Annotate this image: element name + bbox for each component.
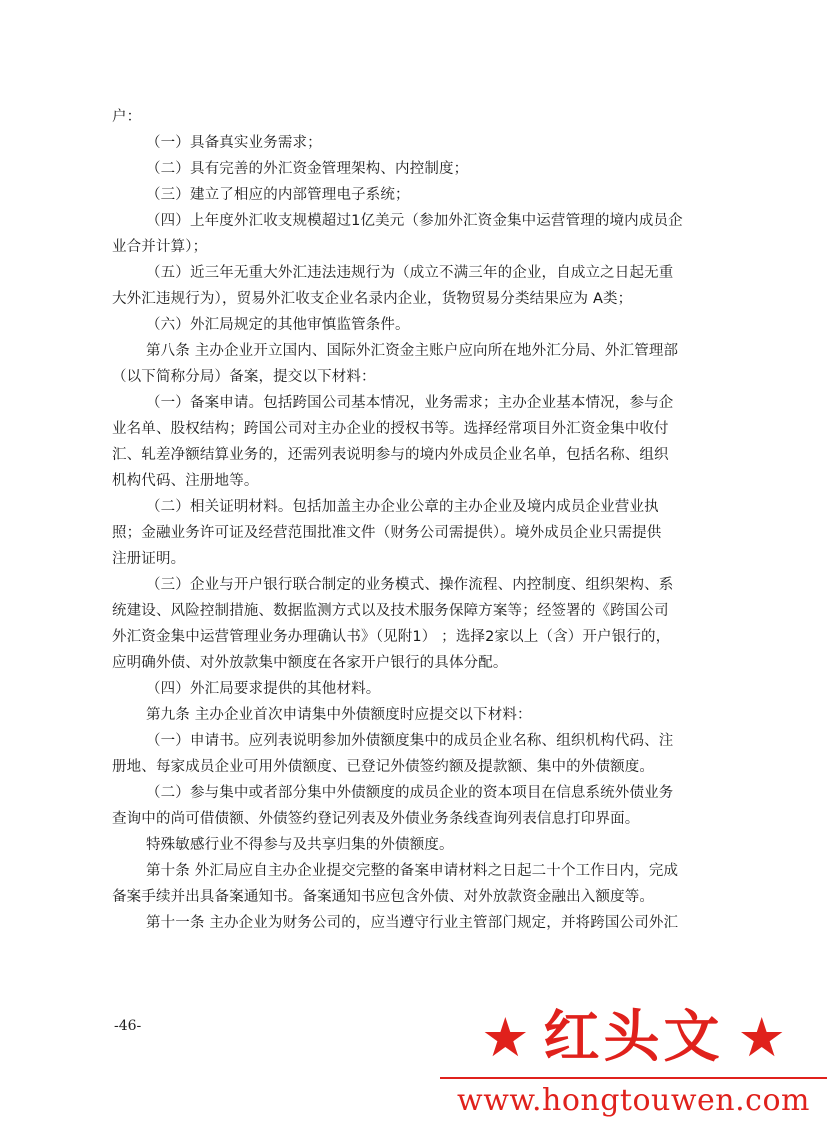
text-line: （一）申请书。应列表说明参加外债额度集中的成员企业名称、组织机构代码、注 — [146, 733, 674, 749]
star-icon-right: ★ — [737, 1006, 786, 1069]
text-line: 统建设、风险控制措施、数据监测方式以及技术服务保障方案等；经签署的《跨国公司 — [112, 603, 669, 619]
text-line: 备案手续并出具备案通知书。备案通知书应包含外债、对外放款资金融出入额度等。 — [112, 889, 655, 905]
text-line: 大外汇违规行为），贸易外汇收支企业名录内企业，货物贸易分类结果应为 A类； — [112, 291, 633, 307]
text-line: 第十条 外汇局应自主办企业提交完整的备案申请材料之日起二十个工作日内，完成 — [146, 863, 679, 879]
text-line: 业合并计算）； — [112, 239, 208, 255]
text-line: 第九条 主办企业首次申请集中外债额度时应提交以下材料： — [146, 707, 532, 723]
watermark — [440, 1000, 827, 1123]
star-icon-left: ★ — [481, 1006, 530, 1069]
text-line: （六）外汇局规定的其他审慎监管条件。 — [146, 317, 410, 333]
text-line: 第十一条 主办企业为财务公司的，应当遵守行业主管部门规定，并将跨国公司外汇 — [146, 915, 679, 931]
text-line: 机构代码、注册地等。 — [112, 473, 259, 489]
watermark-divider — [440, 1077, 827, 1079]
text-line: 外汇资金集中运营管理业务办理确认书》（见附1） ；选择2家以上（含）开户银行的， — [112, 629, 671, 645]
text-line: （二）参与集中或者部分集中外债额度的成员企业的资本项目在信息系统外债业务 — [146, 785, 674, 801]
text-line: （以下简称分局）备案，提交以下材料： — [112, 369, 376, 385]
text-line: （三）企业与开户银行联合制定的业务模式、操作流程、内控制度、组织架构、系 — [146, 577, 674, 593]
watermark-title-row — [440, 1002, 827, 1074]
text-line: （二）具有完善的外汇资金管理架构、内控制度； — [146, 161, 469, 177]
text-line: （四）外汇局要求提供的其他材料。 — [146, 681, 381, 697]
text-line: 注册证明。 — [112, 551, 186, 567]
text-line: 查询中的尚可借债额、外债签约登记列表及外债业务条线查询列表信息打印界面。 — [112, 811, 640, 827]
text-line: （一）备案申请。包括跨国公司基本情况，业务需求；主办企业基本情况，参与企 — [146, 395, 674, 411]
text-line: （三）建立了相应的内部管理电子系统； — [146, 187, 410, 203]
text-line: 册地、每家成员企业可用外债额度、已登记外债签约额及提款额、集中的外债额度。 — [112, 759, 655, 775]
text-line: 户： — [112, 109, 142, 125]
text-line: （四）上年度外汇收支规模超过1亿美元（参加外汇资金集中运营管理的境内成员企 — [146, 213, 683, 229]
text-line: （一）具备真实业务需求； — [146, 135, 322, 151]
text-line: 应明确外债、对外放款集中额度在各家开户银行的具体分配。 — [112, 655, 508, 671]
watermark-title: 红头文 — [543, 1005, 724, 1070]
text-line: （二）相关证明材料。包括加盖主办企业公章的主办企业及境内成员企业营业执 — [146, 499, 659, 515]
text-line: 特殊敏感行业不得参与及共享归集的外债额度。 — [146, 837, 454, 853]
watermark-url: www.hongtouwen.com — [457, 1083, 810, 1118]
text-line: 汇、轧差净额结算业务的，还需列表说明参与的境内外成员企业名单，包括名称、组织 — [112, 447, 669, 463]
text-line: （五）近三年无重大外汇违法违规行为（成立不满三年的企业，自成立之日起无重 — [146, 265, 674, 281]
page-number: -46- — [114, 1018, 142, 1034]
text-line: 照；金融业务许可证及经营范围批准文件（财务公司需提供）。境外成员企业只需提供 — [112, 525, 662, 541]
text-line: 业名单、股权结构；跨国公司对主办企业的授权书等。选择经常项目外汇资金集中收付 — [112, 421, 669, 437]
text-line: 第八条 主办企业开立国内、国际外汇资金主账户应向所在地外汇分局、外汇管理部 — [146, 343, 679, 359]
document-body — [112, 104, 710, 936]
